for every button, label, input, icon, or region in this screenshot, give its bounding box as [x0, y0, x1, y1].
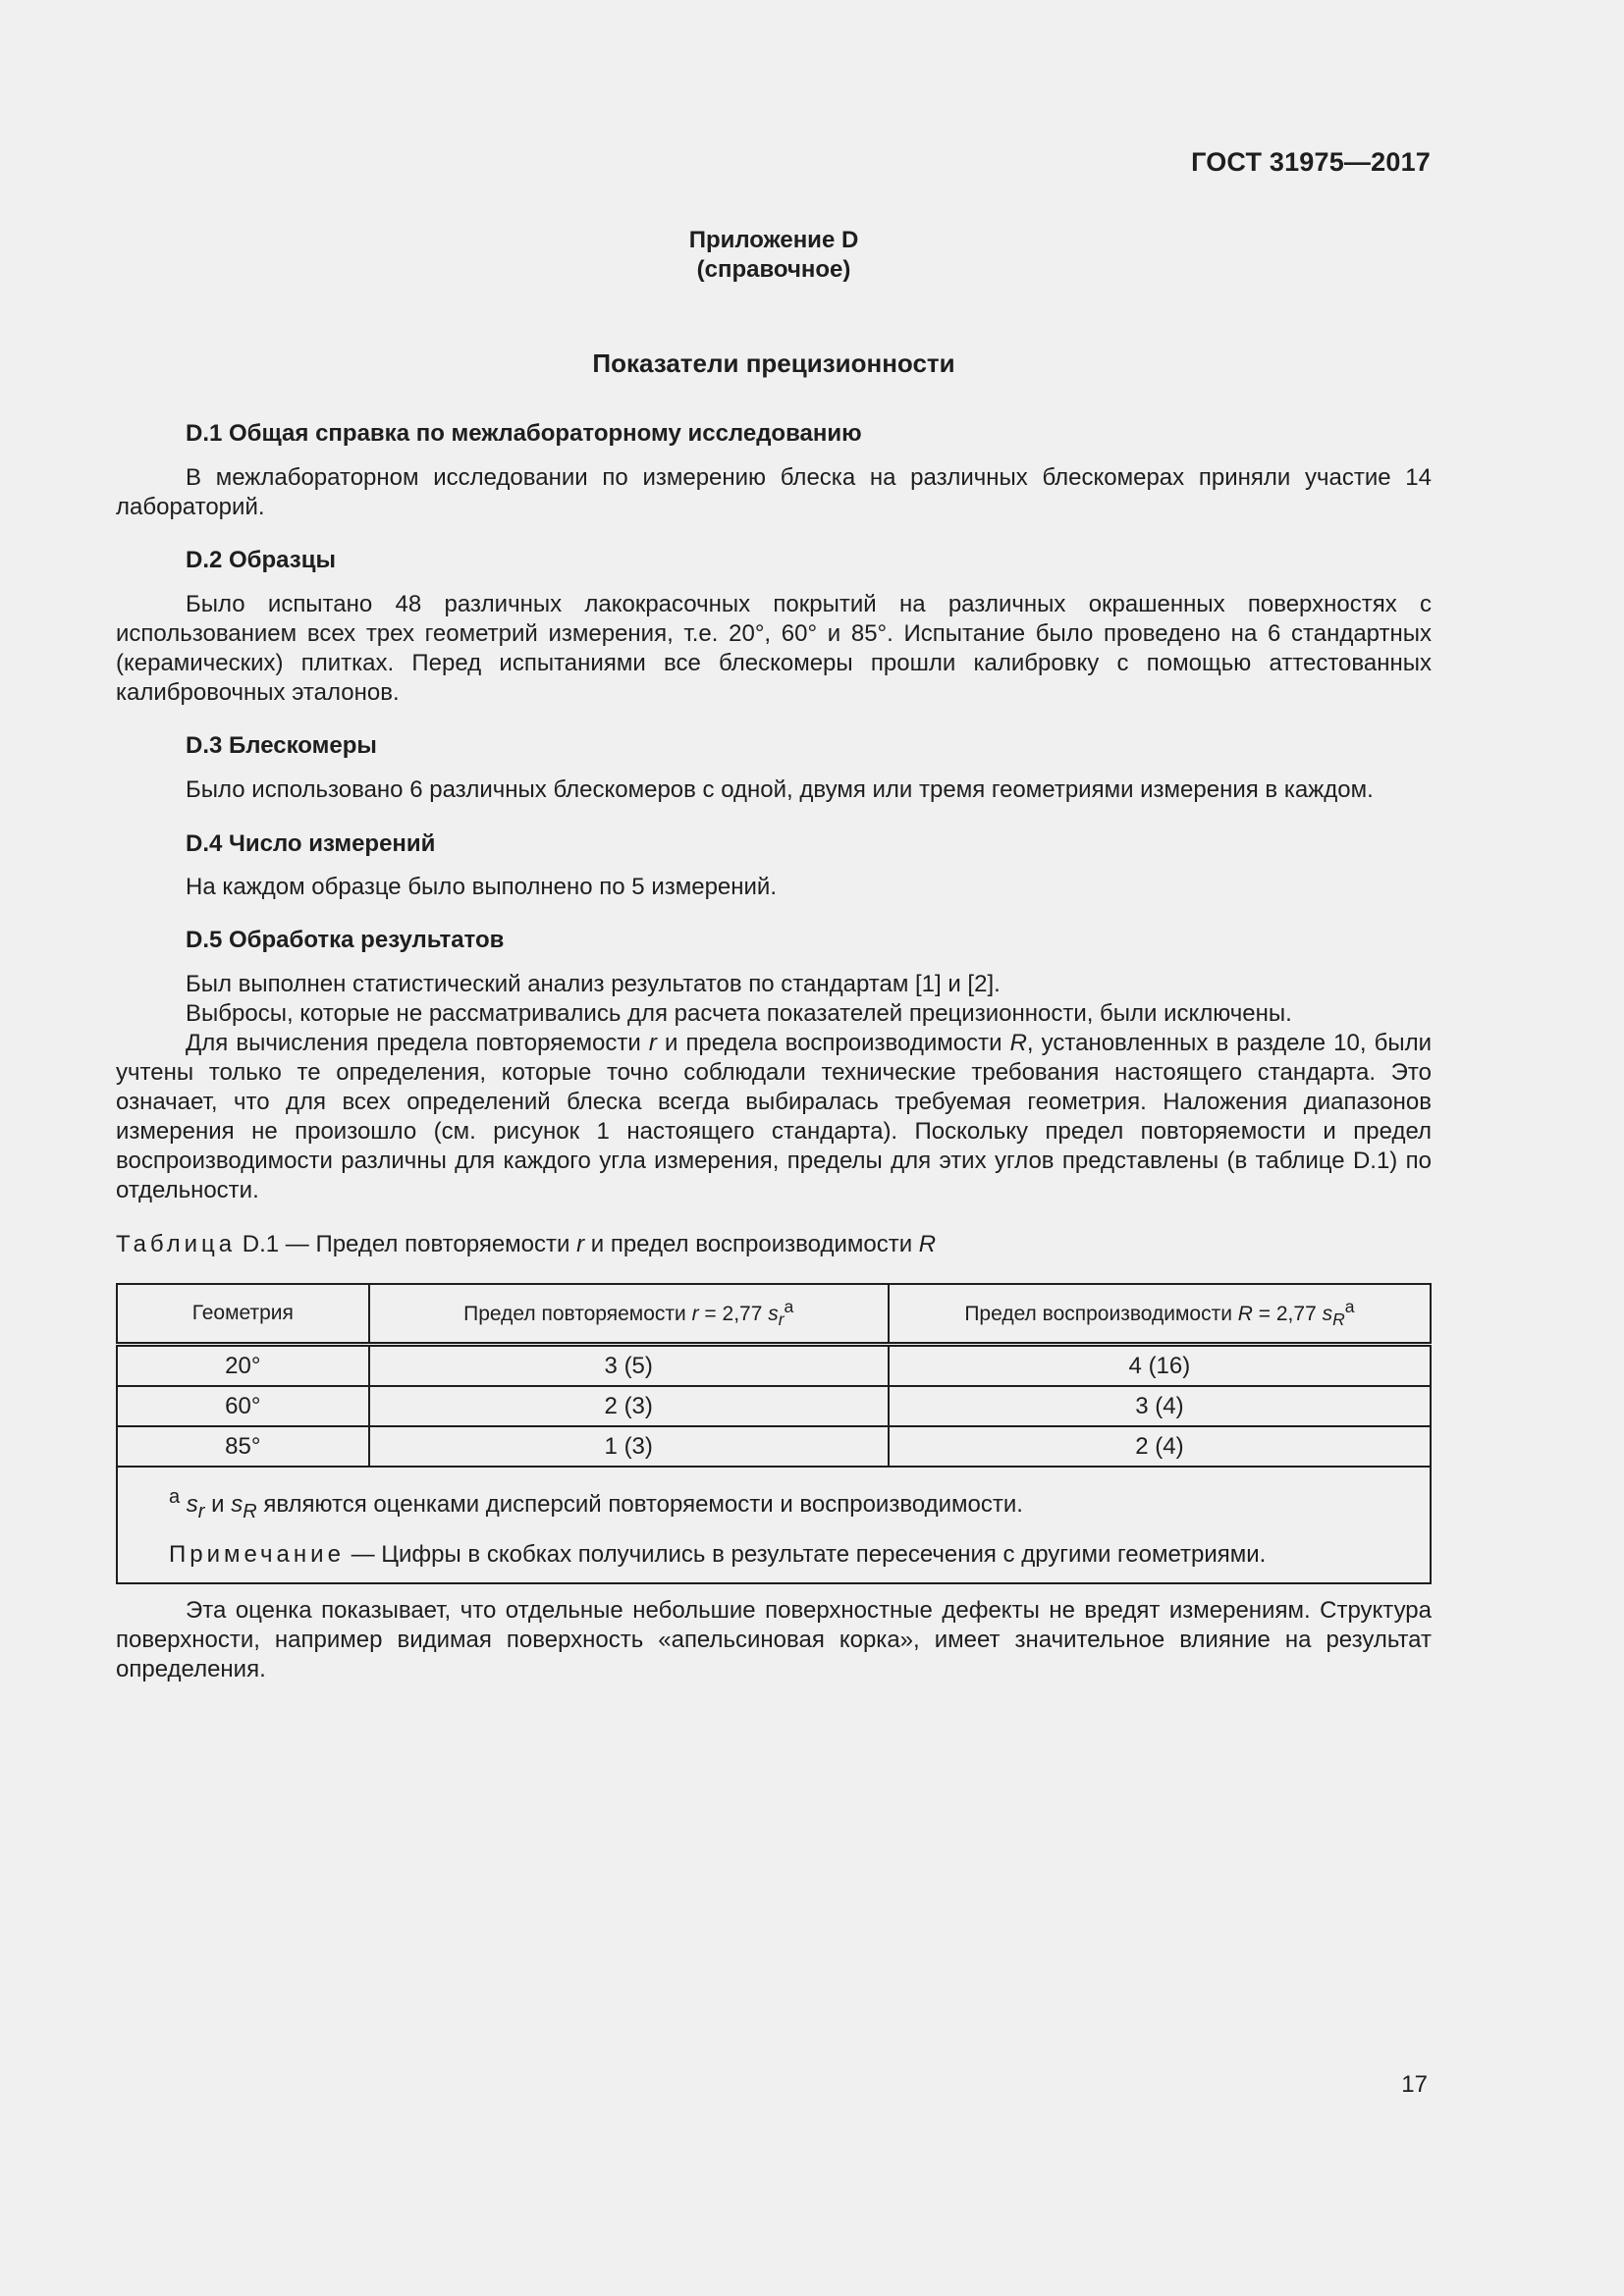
- table-row: [117, 1426, 1431, 1467]
- note-label: Примечание: [169, 1540, 345, 1568]
- cell-reproducibility: 2 (4): [889, 1426, 1431, 1467]
- table-caption-text: D.1 — Предел повторяемости: [236, 1231, 577, 1257]
- section-heading: D.5 Обработка результатов: [186, 927, 505, 953]
- cell-repeatability: 2 (3): [369, 1386, 889, 1426]
- section-heading: D.4 Число измерений: [186, 830, 436, 857]
- header-repeatability: [369, 1284, 889, 1345]
- footnote-mark: a: [1344, 1296, 1355, 1316]
- footnote-mark: a: [784, 1296, 794, 1316]
- closing-section: [116, 1596, 1432, 1684]
- subscript-r: r: [778, 1309, 785, 1330]
- cell-repeatability: 3 (5): [369, 1345, 889, 1387]
- cell-geometry: 20°: [117, 1345, 369, 1387]
- symbol-r: r: [576, 1231, 585, 1257]
- note-text: — Цифры в скобках получились в результате пересечения с другими геометриями.: [344, 1540, 1267, 1568]
- standard-code: ГОСТ 31975—2017: [1191, 147, 1431, 177]
- paragraph-limits: [116, 1029, 1432, 1205]
- table-footer: [117, 1467, 1431, 1583]
- header-geometry: Геометрия: [117, 1284, 369, 1345]
- section-d5: [116, 926, 1432, 955]
- appendix-heading: [116, 226, 1432, 285]
- section-d4-body: [116, 873, 1432, 902]
- paragraph: В межлабораторном исследовании по измерению блеска на различных блескомерах приняли участие 14 лабораторий.: [116, 464, 1432, 520]
- cell-repeatability: 1 (3): [369, 1426, 889, 1467]
- section-d1: [116, 419, 1432, 449]
- text: Для вычисления предела повторяемости: [186, 1030, 649, 1056]
- table-caption: [116, 1230, 1432, 1259]
- footnote-mark: a: [169, 1486, 181, 1508]
- symbol-s: s: [231, 1491, 244, 1518]
- table-row: [117, 1386, 1431, 1426]
- footnote-text: и: [204, 1491, 232, 1518]
- symbol-r: r: [691, 1302, 699, 1325]
- symbol-R: R: [918, 1231, 937, 1257]
- section-d3: [116, 731, 1432, 761]
- header-text: = 2,77: [1252, 1302, 1323, 1325]
- header-text: Предел повторяемости: [463, 1302, 692, 1325]
- section-title: Показатели прецизионности: [592, 348, 955, 378]
- appendix-title: Приложение D: [688, 227, 859, 253]
- section-d5-body: [116, 970, 1432, 1205]
- text: , установленных в разделе 10, были учтены только те определения, которые точно соблюдали технические требования настоящего стандарта. Это означает, что для всех определений блеска всегда выбиралась требуемая геометрия. Наложения диапазонов измерения не произошло (см. рисунок 1 настоящего стандарта). Поскольку предел повторяемости и предел воспроизводимости различны для каждого угла измерения, пределы для этих углов представлены (в таблице D.1) по отдельности.: [116, 1030, 1433, 1203]
- header-reproducibility: [889, 1284, 1431, 1345]
- section-d4: [116, 829, 1432, 859]
- paragraph: На каждом образце было выполнено по 5 измерений.: [186, 874, 778, 900]
- section-d1-body: [116, 463, 1432, 522]
- section-d3-body: [116, 775, 1432, 805]
- cell-geometry: 60°: [117, 1386, 369, 1426]
- subscript-r: r: [197, 1500, 205, 1522]
- symbol-s: s: [768, 1302, 779, 1325]
- cell-geometry: 85°: [117, 1426, 369, 1467]
- section-heading: D.2 Образцы: [186, 547, 336, 573]
- section-heading: D.1 Общая справка по межлабораторному исследованию: [186, 420, 862, 447]
- symbol-r: r: [648, 1030, 657, 1056]
- section-heading: D.3 Блескомеры: [186, 732, 377, 759]
- symbol-R: R: [1009, 1030, 1027, 1056]
- subscript-R: R: [1332, 1309, 1345, 1330]
- header-text: Предел воспроизводимости: [964, 1302, 1238, 1325]
- footnote-text: являются оценками дисперсий повторяемости и воспроизводимости.: [256, 1491, 1023, 1518]
- section-d2: [116, 546, 1432, 575]
- section-d2-body: [116, 590, 1432, 708]
- table-caption-label: Таблица: [116, 1231, 237, 1257]
- table-notes-inner: [118, 1468, 1430, 1582]
- closing-paragraph: Эта оценка показывает, что отдельные небольшие поверхностные дефекты не вредят измерениям. Структура поверхности, например видимая поверхность «апельсиновая корка», имеет значительное влияние на результат определения.: [116, 1597, 1432, 1682]
- header-text: = 2,77: [698, 1302, 769, 1325]
- table-header-row: [117, 1284, 1431, 1345]
- precision-table: [116, 1283, 1432, 1584]
- subscript-R: R: [243, 1500, 257, 1522]
- paragraph: Было испытано 48 различных лакокрасочных покрытий на различных окрашенных поверхностях с использованием всех трех геометрий измерения, т.е. 20°, 60° и 85°. Испытание было проведено на 6 стандартных (керамических) плитках. Перед испытаниями все блескомеры прошли калибровку с помощью аттестованных калибровочных эталонов.: [116, 591, 1432, 706]
- symbol-R: R: [1237, 1302, 1253, 1325]
- table-notes: [117, 1467, 1431, 1583]
- table-note: [169, 1533, 1430, 1576]
- paragraph: Выбросы, которые не рассматривались для расчета показателей прецизионности, были исключены.: [186, 1000, 1292, 1027]
- paragraph: Было использовано 6 различных блескомеров с одной, двумя или тремя геометриями измерения в каждом.: [186, 776, 1374, 803]
- cell-reproducibility: 4 (16): [889, 1345, 1431, 1387]
- cell-reproducibility: 3 (4): [889, 1386, 1431, 1426]
- table-row: [117, 1345, 1431, 1387]
- symbol-s: s: [186, 1491, 198, 1518]
- symbol-s: s: [1322, 1302, 1333, 1325]
- table-caption-text: и предел воспроизводимости: [584, 1231, 919, 1257]
- paragraph: Был выполнен статистический анализ результатов по стандартам [1] и [2].: [186, 971, 1001, 997]
- page-number: 17: [1401, 2071, 1428, 2098]
- text: и предела воспроизводимости: [656, 1030, 1010, 1056]
- table-footnote: [169, 1475, 1430, 1533]
- appendix-subtitle: (справочное): [696, 256, 851, 283]
